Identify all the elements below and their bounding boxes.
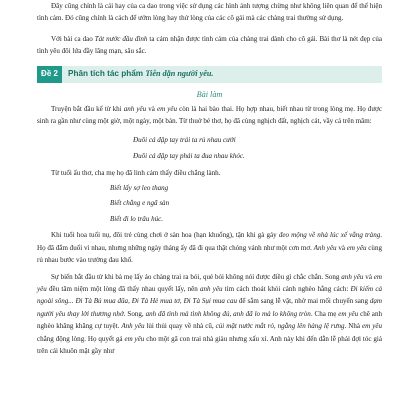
section-title: Phân tích tác phẩm Tiễn dặn người yêu. — [68, 68, 214, 78]
essay-paragraph-4: Sự biến bắt đầu từ khi bà mẹ lấy áo chàng trai ra bói, quẻ bói không nói được điều gì chắc chắn. Song anh yêu và em yêu đều tâm niệm một lòng đã thấy nhau quyết lấy, nên anh yêu tìm cách thoát khỏi cảnh nghèo hằng cách: Đi kiếm cả ngoài sông... Đi Tà Bú mua đũa, Đi Tà Hè mua tơ, Đi Tà Sụi mua cau để sắm sang lễ vật, nhờ mai mối chuyển sang dạm người yêu thay lời thương nhớ. Song, anh đã tình mà tình không đủ, anh đã lo mà lo không tròn. Cha mẹ em yêu chê anh nghèo khăng khăng cự tuyệt. Anh yêu lủi thủi quay về nhà cũ, củi mặt nước mắt rỏ, ngẵng lên hàng lệ rưng. Nhà em yêu chẳng động lòng. Họ quyết gả em yêu cho một gã con trai nhà giàu nhưng xấu xí. Anh này khi đến dẫn lễ phải đợi tóc giả trên cái khuôn mặt gầy như — [37, 272, 383, 355]
essay-subtitle: Bài làm — [196, 89, 223, 99]
section-heading — [37, 66, 382, 83]
essay-paragraph-2: Từ tuổi ấu thơ, cha mẹ họ đã linh cảm thấy điều chẳng lành. — [51, 168, 221, 177]
verse-line: Biết đi lo trâu húc. — [110, 214, 164, 223]
verse-line: Đuôi cá đập tay trái ta rủ nhau cưới — [133, 135, 236, 144]
verse-line: Đuôi cá đập tay phải ta đua nhau khóc. — [133, 152, 245, 161]
intro-paragraph-1: Đây cũng chính là cái hay của ca dao trong việc sử dụng các hình ảnh tượng chừng như không liên quan để thể hiện tình cảm. Đó cũng chính là cách để ướm lòng hay thử lòng của các cô gái mà các chàng trai thường sử dụng. — [37, 2, 382, 23]
verse-line: Biết lấy sợ leo thang — [110, 184, 169, 193]
intro-paragraph-2: Với bài ca dao Tát nước đầu đình ta cảm nhận được tình cảm của chàng trai dành cho cô gái. Bài thơ là nét đẹp của tình yêu đôi lứa đầy lãng mạn, sâu sắc. — [37, 34, 383, 56]
section-number: Đề 2 — [37, 66, 62, 83]
verse-line: Biết chẳng e ngã sàn — [110, 199, 170, 208]
essay-paragraph-1: Truyện bắt đầu kể từ khi anh yêu và em yêu còn là hai bào thai. Họ hợp nhau, biết nhau từ trong lòng mẹ. Họ được sinh ra gần như cùng một giờ, một ngày, một bản. Từ thuở bé thơ, họ đã cùng nghịch đất, nghịch cát, vầy cả trên mâm: — [37, 105, 383, 126]
essay-paragraph-3: Khi tuổi hoa tuổi nụ, đôi trẻ cùng chơi ở sàn hoa (hạn khuống), tận khi gà gáy đeo mộng về nhà lúc xế vắng tràng. Họ đã đắm đuối vì nhau, nhưng những ngày tháng ấy đã đi qua thật chóng vánh như một cơn mơ. Anh yêu và em yêu cùng rủ nhau bước vào trường đau khổ. — [37, 231, 383, 265]
